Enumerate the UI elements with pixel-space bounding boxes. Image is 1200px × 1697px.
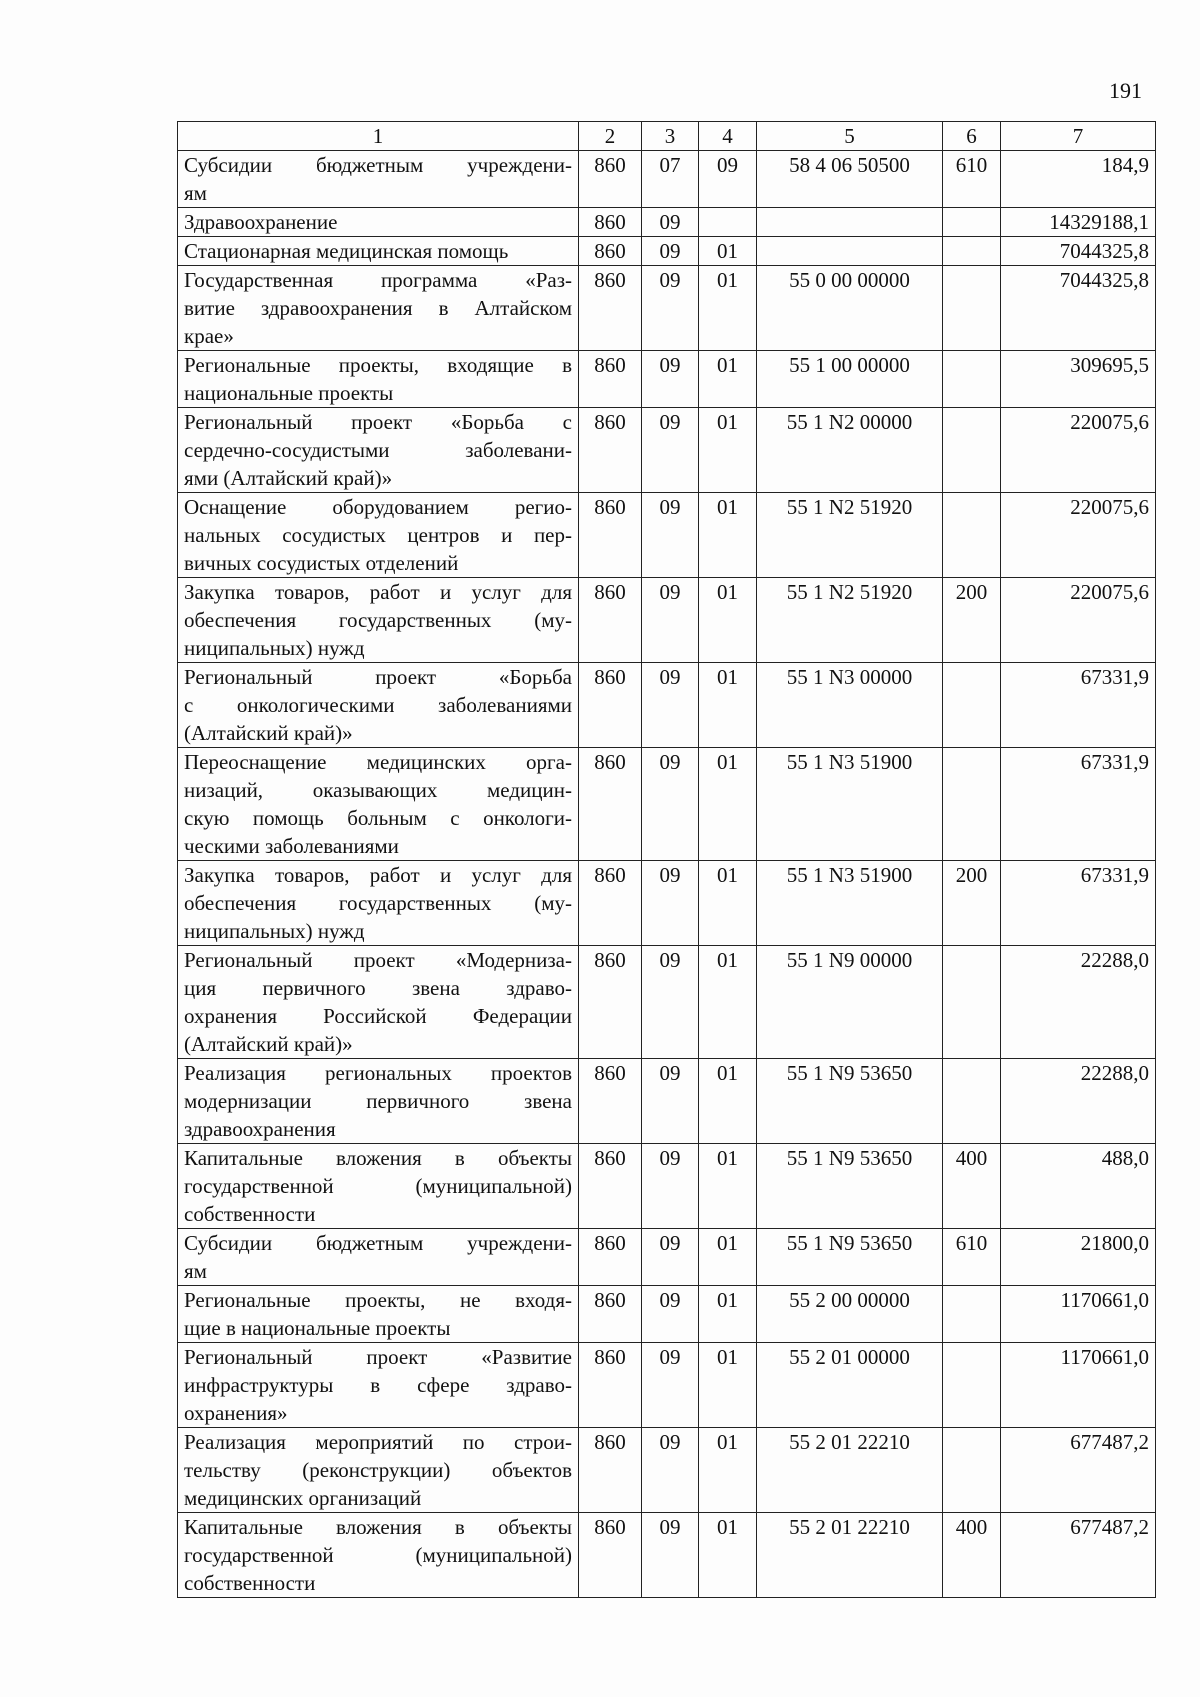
cell-col-2: 860 — [579, 1343, 642, 1428]
cell-col-4: 01 — [699, 1144, 757, 1229]
table-row — [178, 208, 1156, 237]
header-col-6: 6 — [943, 122, 1001, 151]
header-col-3: 3 — [642, 122, 699, 151]
cell-col-5: 55 2 01 22210 — [757, 1513, 943, 1598]
cell-name: Региональный проект «Борьба с онкологическими заболеваниями (Алтайский край)» — [178, 663, 579, 748]
cell-col-5: 55 0 00 00000 — [757, 266, 943, 351]
cell-col-7: 7044325,8 — [1001, 237, 1156, 266]
cell-name: Здравоохранение — [178, 208, 579, 237]
cell-col-2: 860 — [579, 748, 642, 861]
table-row — [178, 663, 1156, 748]
cell-col-4: 01 — [699, 266, 757, 351]
cell-col-4: 01 — [699, 1286, 757, 1343]
cell-col-5: 55 1 N3 51900 — [757, 748, 943, 861]
cell-col-7: 22288,0 — [1001, 946, 1156, 1059]
cell-col-3: 09 — [642, 1513, 699, 1598]
cell-col-6: 610 — [943, 1229, 1001, 1286]
cell-col-2: 860 — [579, 578, 642, 663]
cell-col-4: 01 — [699, 578, 757, 663]
cell-col-6 — [943, 493, 1001, 578]
cell-name: Капитальные вложения в объекты государственной (муниципальной) собственности — [178, 1144, 579, 1229]
header-row — [178, 122, 1156, 151]
cell-col-4: 01 — [699, 1513, 757, 1598]
cell-col-5: 55 1 N9 53650 — [757, 1229, 943, 1286]
cell-col-7: 677487,2 — [1001, 1428, 1156, 1513]
cell-col-5: 55 1 N2 51920 — [757, 493, 943, 578]
cell-col-3: 09 — [642, 946, 699, 1059]
table-row — [178, 946, 1156, 1059]
cell-col-4: 01 — [699, 351, 757, 408]
cell-col-5 — [757, 208, 943, 237]
table-row — [178, 578, 1156, 663]
cell-col-7: 220075,6 — [1001, 578, 1156, 663]
cell-col-3: 09 — [642, 208, 699, 237]
cell-col-5: 55 1 00 00000 — [757, 351, 943, 408]
cell-col-2: 860 — [579, 237, 642, 266]
cell-col-3: 09 — [642, 861, 699, 946]
table-row — [178, 1343, 1156, 1428]
table-row — [178, 151, 1156, 208]
table-row — [178, 861, 1156, 946]
table-row — [178, 351, 1156, 408]
page-number: 191 — [1109, 78, 1142, 103]
cell-col-3: 09 — [642, 237, 699, 266]
cell-col-2: 860 — [579, 1229, 642, 1286]
cell-col-5: 55 2 00 00000 — [757, 1286, 943, 1343]
table-body — [178, 151, 1156, 1598]
cell-col-5: 55 1 N2 00000 — [757, 408, 943, 493]
cell-col-3: 09 — [642, 1144, 699, 1229]
cell-name: Закупка товаров, работ и услуг для обеспечения государственных (му- ниципальных) нужд — [178, 861, 579, 946]
cell-col-7: 7044325,8 — [1001, 266, 1156, 351]
header-col-4: 4 — [699, 122, 757, 151]
cell-col-2: 860 — [579, 861, 642, 946]
cell-col-7: 67331,9 — [1001, 861, 1156, 946]
table-row — [178, 1428, 1156, 1513]
cell-col-5: 55 1 N9 53650 — [757, 1144, 943, 1229]
cell-col-7: 14329188,1 — [1001, 208, 1156, 237]
cell-col-4: 01 — [699, 237, 757, 266]
cell-col-2: 860 — [579, 1286, 642, 1343]
cell-name: Региональные проекты, не входя- щие в национальные проекты — [178, 1286, 579, 1343]
cell-name: Переоснащение медицинских орга- низаций, оказывающих медицин- скую помощь больным с онкологи- ческими заболеваниями — [178, 748, 579, 861]
cell-col-4: 01 — [699, 861, 757, 946]
table-row — [178, 408, 1156, 493]
cell-col-3: 09 — [642, 408, 699, 493]
cell-col-3: 09 — [642, 1229, 699, 1286]
cell-col-2: 860 — [579, 408, 642, 493]
cell-name: Региональный проект «Борьба с сердечно-сосудистыми заболевани- ями (Алтайский край)» — [178, 408, 579, 493]
cell-col-5: 55 2 01 22210 — [757, 1428, 943, 1513]
table-row — [178, 1229, 1156, 1286]
header-col-7: 7 — [1001, 122, 1156, 151]
cell-col-6: 610 — [943, 151, 1001, 208]
cell-col-6 — [943, 351, 1001, 408]
cell-col-4: 09 — [699, 151, 757, 208]
header-col-2: 2 — [579, 122, 642, 151]
cell-col-4 — [699, 208, 757, 237]
cell-col-5: 55 1 N3 51900 — [757, 861, 943, 946]
table-row — [178, 748, 1156, 861]
cell-col-2: 860 — [579, 151, 642, 208]
table-row — [178, 266, 1156, 351]
cell-col-4: 01 — [699, 1343, 757, 1428]
cell-col-2: 860 — [579, 266, 642, 351]
cell-col-3: 09 — [642, 663, 699, 748]
cell-col-6 — [943, 1286, 1001, 1343]
cell-col-2: 860 — [579, 1144, 642, 1229]
cell-col-7: 184,9 — [1001, 151, 1156, 208]
cell-col-2: 860 — [579, 351, 642, 408]
table-row — [178, 1286, 1156, 1343]
cell-col-5 — [757, 237, 943, 266]
cell-col-7: 1170661,0 — [1001, 1286, 1156, 1343]
cell-col-3: 09 — [642, 493, 699, 578]
cell-col-4: 01 — [699, 493, 757, 578]
cell-col-5: 55 1 N9 53650 — [757, 1059, 943, 1144]
cell-col-3: 09 — [642, 1343, 699, 1428]
header-col-5: 5 — [757, 122, 943, 151]
cell-col-6: 400 — [943, 1144, 1001, 1229]
cell-col-6 — [943, 1059, 1001, 1144]
table-row — [178, 1144, 1156, 1229]
cell-col-5: 55 2 01 00000 — [757, 1343, 943, 1428]
table-header — [178, 122, 1156, 151]
cell-name: Региональный проект «Модерниза- ция первичного звена здраво- охранения Российской Федерации (Алтайский край)» — [178, 946, 579, 1059]
cell-name: Региональный проект «Развитие инфраструктуры в сфере здраво- охранения» — [178, 1343, 579, 1428]
cell-col-2: 860 — [579, 663, 642, 748]
cell-name: Государственная программа «Раз- витие здравоохранения в Алтайском крае» — [178, 266, 579, 351]
budget-table — [177, 121, 1156, 1598]
cell-name: Капитальные вложения в объекты государственной (муниципальной) собственности — [178, 1513, 579, 1598]
cell-col-3: 07 — [642, 151, 699, 208]
cell-col-5: 55 1 N3 00000 — [757, 663, 943, 748]
cell-col-6 — [943, 946, 1001, 1059]
cell-col-3: 09 — [642, 1059, 699, 1144]
cell-col-7: 67331,9 — [1001, 748, 1156, 861]
cell-name: Региональные проекты, входящие в национальные проекты — [178, 351, 579, 408]
cell-col-2: 860 — [579, 946, 642, 1059]
cell-col-6 — [943, 748, 1001, 861]
cell-col-2: 860 — [579, 1513, 642, 1598]
cell-col-7: 677487,2 — [1001, 1513, 1156, 1598]
cell-col-7: 21800,0 — [1001, 1229, 1156, 1286]
cell-col-5: 55 1 N9 00000 — [757, 946, 943, 1059]
cell-col-4: 01 — [699, 748, 757, 861]
cell-col-4: 01 — [699, 1059, 757, 1144]
cell-col-6: 200 — [943, 578, 1001, 663]
cell-col-7: 1170661,0 — [1001, 1343, 1156, 1428]
cell-col-6: 200 — [943, 861, 1001, 946]
cell-col-2: 860 — [579, 208, 642, 237]
cell-name: Реализация региональных проектов модернизации первичного звена здравоохранения — [178, 1059, 579, 1144]
cell-col-3: 09 — [642, 1428, 699, 1513]
cell-col-6 — [943, 1428, 1001, 1513]
table-row — [178, 237, 1156, 266]
cell-col-2: 860 — [579, 1059, 642, 1144]
cell-name: Субсидии бюджетным учреждени- ям — [178, 1229, 579, 1286]
cell-name: Реализация мероприятий по строи- тельству (реконструкции) объектов медицинских организаций — [178, 1428, 579, 1513]
cell-name: Закупка товаров, работ и услуг для обеспечения государственных (му- ниципальных) нужд — [178, 578, 579, 663]
cell-col-5: 58 4 06 50500 — [757, 151, 943, 208]
cell-name: Оснащение оборудованием регио- нальных сосудистых центров и пер- вичных сосудистых отделений — [178, 493, 579, 578]
cell-col-7: 488,0 — [1001, 1144, 1156, 1229]
cell-col-2: 860 — [579, 1428, 642, 1513]
cell-col-6 — [943, 208, 1001, 237]
cell-col-7: 22288,0 — [1001, 1059, 1156, 1144]
cell-col-3: 09 — [642, 748, 699, 861]
cell-col-4: 01 — [699, 1428, 757, 1513]
cell-col-6 — [943, 237, 1001, 266]
cell-col-6 — [943, 1343, 1001, 1428]
cell-col-3: 09 — [642, 351, 699, 408]
cell-col-3: 09 — [642, 266, 699, 351]
cell-name: Субсидии бюджетным учреждени- ям — [178, 151, 579, 208]
cell-col-7: 220075,6 — [1001, 493, 1156, 578]
table-row — [178, 1513, 1156, 1598]
cell-col-7: 67331,9 — [1001, 663, 1156, 748]
cell-col-7: 309695,5 — [1001, 351, 1156, 408]
cell-col-6 — [943, 266, 1001, 351]
cell-col-6 — [943, 663, 1001, 748]
header-col-1: 1 — [178, 122, 579, 151]
cell-col-2: 860 — [579, 493, 642, 578]
cell-col-4: 01 — [699, 663, 757, 748]
cell-col-7: 220075,6 — [1001, 408, 1156, 493]
cell-col-6 — [943, 408, 1001, 493]
cell-col-3: 09 — [642, 1286, 699, 1343]
cell-col-3: 09 — [642, 578, 699, 663]
cell-col-5: 55 1 N2 51920 — [757, 578, 943, 663]
cell-name: Стационарная медицинская помощь — [178, 237, 579, 266]
cell-col-4: 01 — [699, 408, 757, 493]
cell-col-4: 01 — [699, 1229, 757, 1286]
cell-col-4: 01 — [699, 946, 757, 1059]
cell-col-6: 400 — [943, 1513, 1001, 1598]
table-row — [178, 493, 1156, 578]
table-row — [178, 1059, 1156, 1144]
